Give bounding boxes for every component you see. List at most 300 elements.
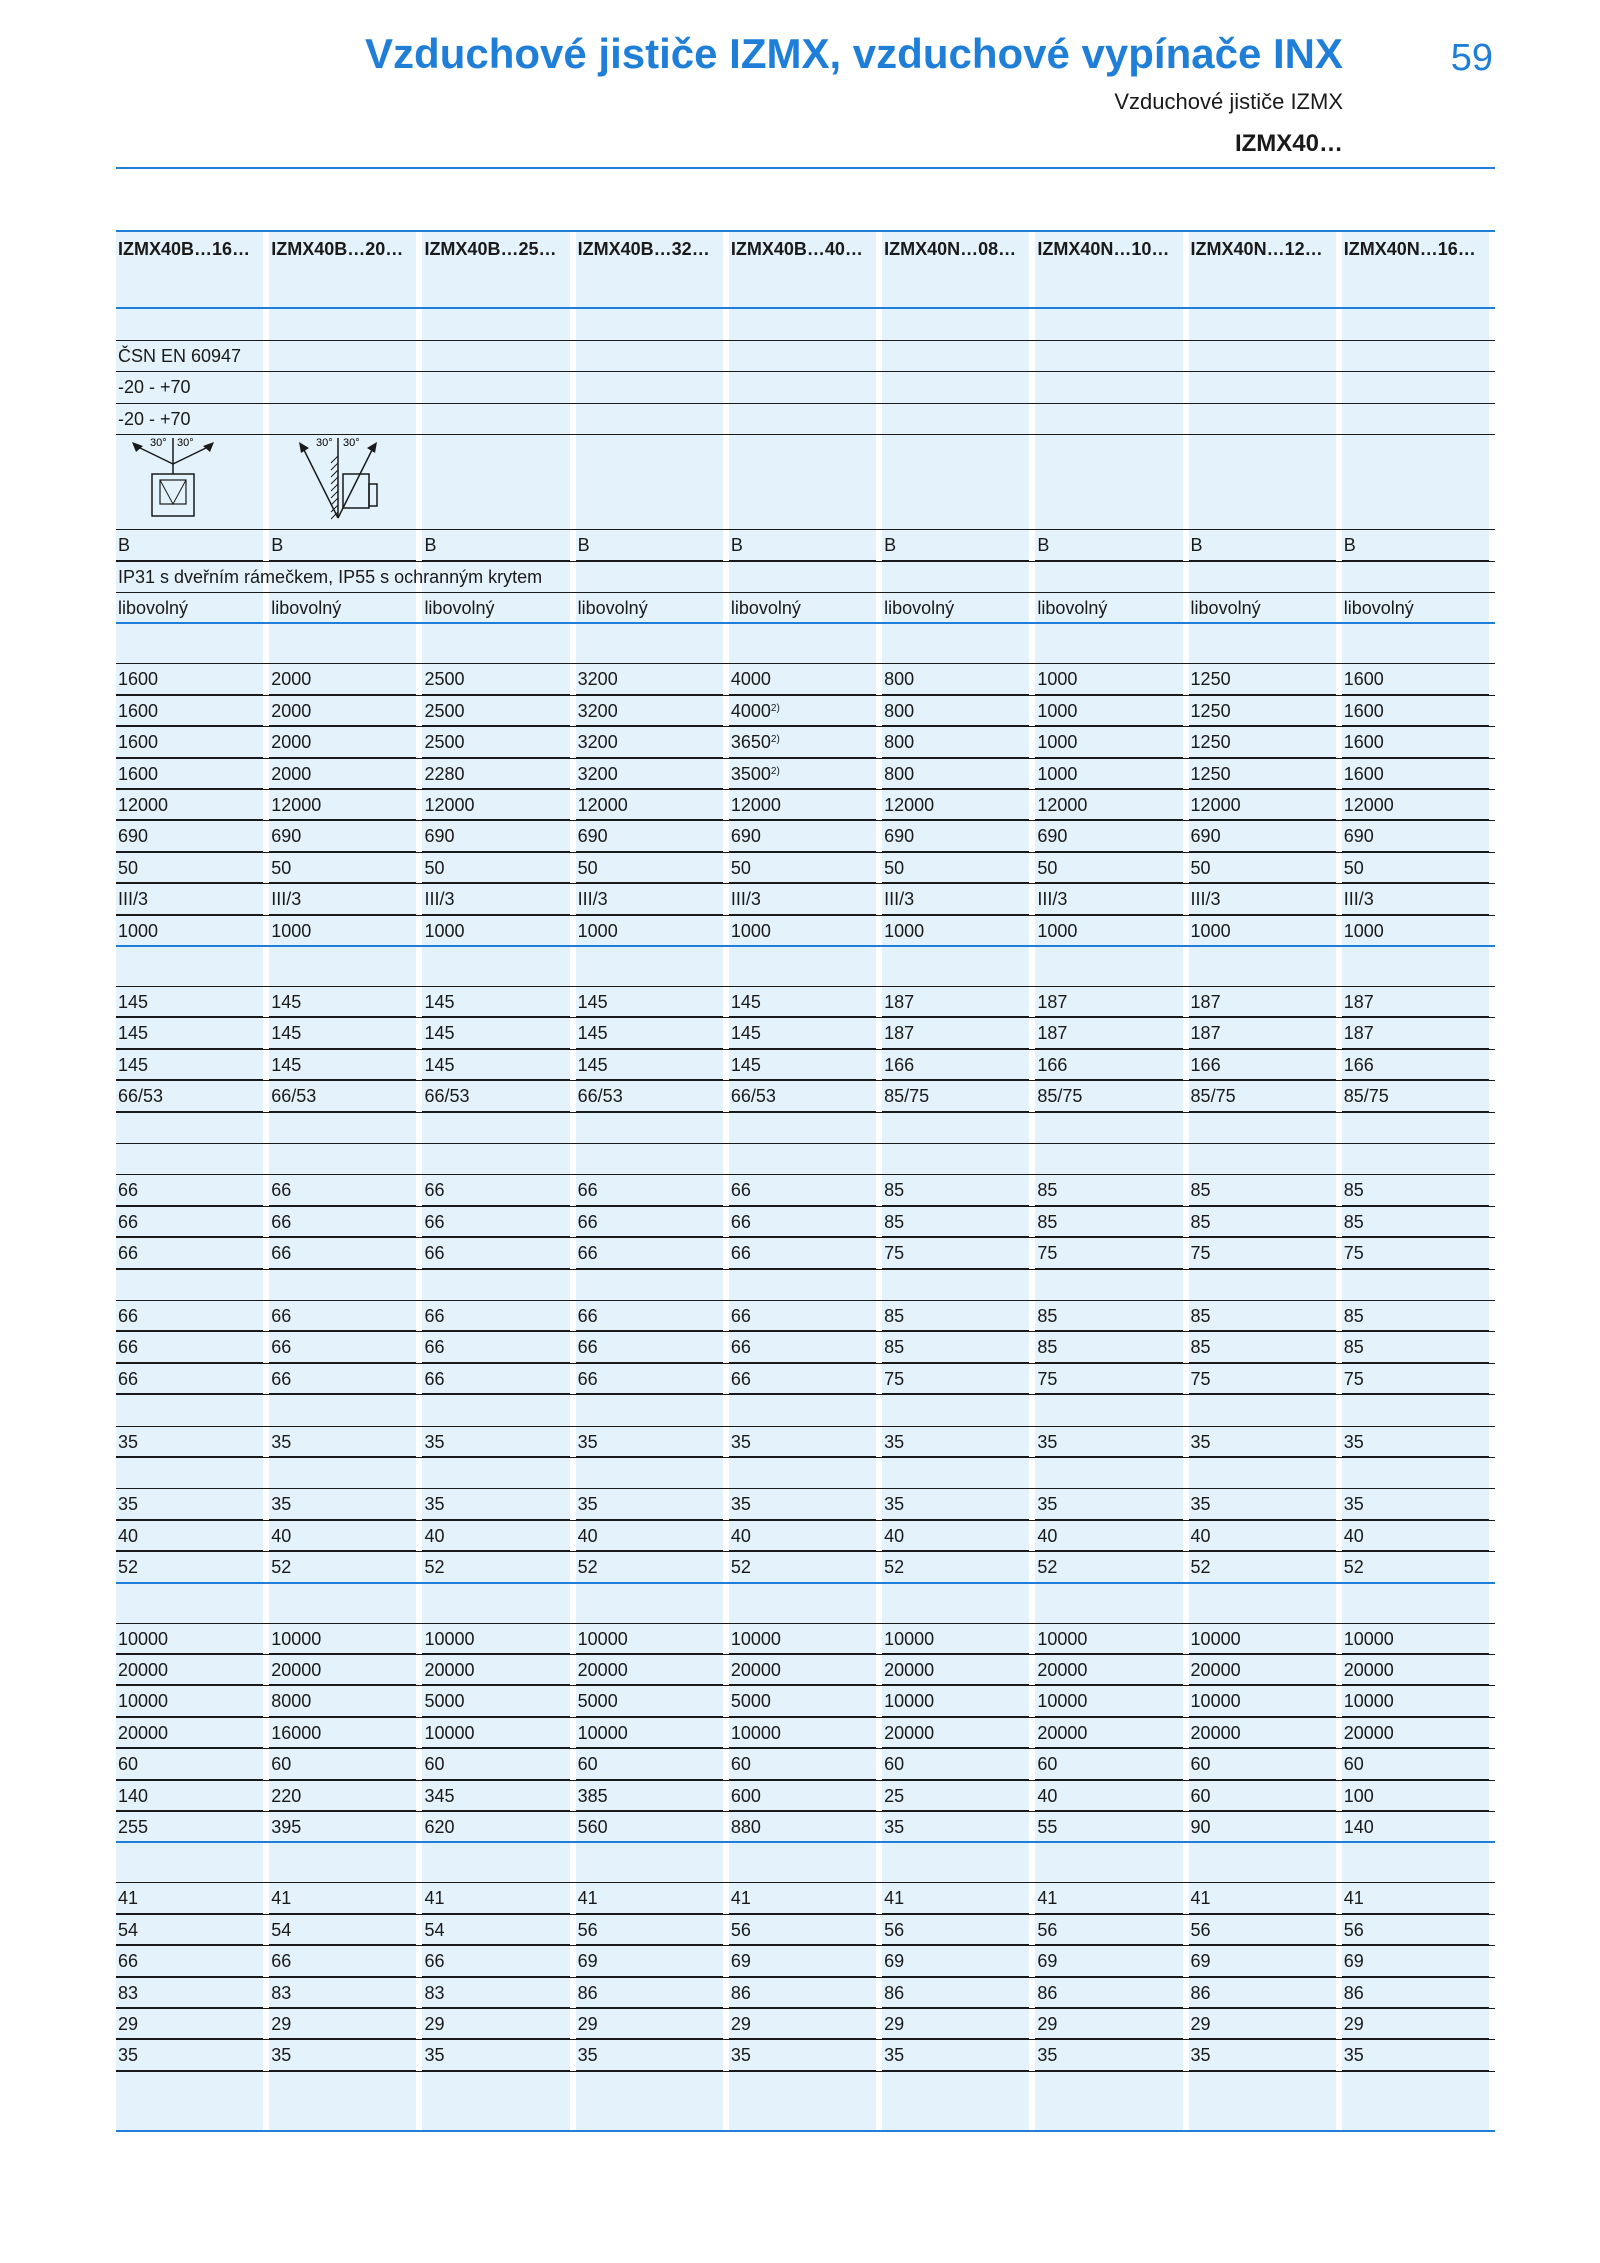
cell-value: 187 — [884, 1023, 915, 1044]
cell-value: 1000 — [1190, 920, 1231, 941]
cell-value: 50 — [271, 857, 292, 878]
cell-value: 35 — [1343, 1494, 1364, 1515]
table-rule — [116, 592, 1495, 593]
cell-value: 69 — [884, 1951, 905, 1972]
table-cell — [1191, 1085, 1236, 1107]
table-cell — [1191, 1305, 1211, 1327]
table-cell — [578, 1179, 598, 1201]
cell-value: 56 — [1343, 1919, 1364, 1940]
cell-value: 56 — [1037, 1919, 1058, 1940]
table-cell — [731, 1022, 761, 1044]
table-cell — [731, 1493, 751, 1515]
cell-value: 35 — [577, 1494, 598, 1515]
cell-value: 29 — [271, 2014, 292, 2034]
cell-value: 66 — [424, 1368, 445, 1389]
table-cell — [578, 1211, 598, 1233]
cell-value: 66 — [271, 1368, 292, 1389]
cell-value: 5000 — [577, 1691, 618, 1712]
cell-value: 2500 — [424, 669, 465, 690]
cell-value: 66 — [730, 1306, 751, 1326]
cell-value: 10000 — [884, 1691, 935, 1712]
table-rule — [116, 2039, 1495, 2040]
table-rule — [116, 663, 1495, 664]
table-rule — [116, 1143, 1495, 1144]
cell-value: 20000 — [884, 1660, 935, 1680]
cell-value: 40 — [118, 1525, 139, 1546]
cell-value: 35 — [730, 1494, 751, 1515]
table-cell — [271, 991, 301, 1013]
table-rule — [116, 1017, 1495, 1018]
cell-value: 41 — [271, 1888, 292, 1909]
cell-value: 35 — [730, 1431, 751, 1452]
cell-value: 56 — [884, 1919, 905, 1940]
table-cell — [578, 1336, 598, 1358]
table-cell — [1344, 2044, 1364, 2066]
table-cell — [1037, 1690, 1087, 1712]
cell-value: B — [730, 535, 743, 556]
table-cell — [271, 597, 341, 619]
table-cell — [424, 700, 464, 722]
table-cell — [1344, 1690, 1394, 1712]
table-cell — [731, 668, 771, 690]
cell-value: 66 — [424, 1306, 445, 1326]
cell-value: 60 — [424, 1754, 445, 1775]
table-cell — [1037, 1950, 1057, 1972]
table-cell — [884, 1211, 904, 1233]
cell-value: 187 — [1037, 992, 1068, 1012]
table-cell — [1191, 1919, 1211, 1941]
table-cell — [1344, 1368, 1364, 1390]
table-cell — [1191, 1690, 1241, 1712]
cell-value: 145 — [118, 992, 149, 1012]
cell-value: 12000 — [1190, 795, 1241, 815]
cell-value: 35 — [118, 1494, 139, 1515]
table-cell — [731, 1628, 781, 1650]
cell-value: 40 — [424, 1525, 445, 1546]
cell-value: 52 — [118, 1557, 139, 1578]
column-header: IZMX40N…12… — [1190, 239, 1323, 259]
cell-value: 66 — [577, 1337, 598, 1358]
table-rule — [116, 758, 1495, 759]
cell-value: 52 — [424, 1557, 445, 1578]
cell-value: 140 — [1343, 1817, 1374, 1837]
wall-hatch — [331, 463, 338, 470]
cell-value: 20000 — [1190, 1660, 1241, 1680]
table-cell — [118, 1085, 163, 1107]
cell-value: 35 — [271, 1494, 292, 1515]
table-cell — [1344, 1753, 1364, 1775]
table-cell — [1037, 1493, 1057, 1515]
cell-value: 90 — [1190, 1817, 1211, 1837]
table-cell — [424, 1431, 444, 1453]
table-cell — [118, 700, 158, 722]
table-cell — [1037, 1211, 1057, 1233]
cell-value: libovolný — [271, 598, 342, 618]
cell-value: 29 — [424, 2014, 445, 2034]
angle-label: 30° — [343, 437, 360, 450]
cell-value: 1600 — [118, 669, 159, 690]
table-cell — [1191, 1659, 1241, 1681]
cell-value: 75 — [1037, 1368, 1058, 1389]
table-cell — [118, 1556, 138, 1578]
cell-value: 145 — [271, 1023, 302, 1044]
table-cell — [731, 1556, 751, 1578]
cell-value: 69 — [1343, 1951, 1364, 1972]
table-cell — [1191, 1054, 1221, 1076]
table-cell — [271, 2013, 291, 2035]
table-cell — [1037, 2013, 1057, 2035]
table-cell — [578, 825, 608, 847]
table-cell — [884, 1085, 929, 1107]
table-cell — [118, 888, 148, 910]
table-cell — [731, 1211, 751, 1233]
cell-value: 29 — [118, 2014, 139, 2034]
table-cell — [884, 597, 954, 619]
cell-value: III/3 — [730, 889, 761, 910]
cell-value: 85/75 — [1037, 1086, 1083, 1107]
cell-value: 66 — [118, 1243, 139, 1264]
table-cell — [271, 1982, 291, 2004]
table-cell — [1191, 1628, 1241, 1650]
table-cell — [1191, 1431, 1211, 1453]
table-cell — [731, 2044, 751, 2066]
table-cell — [884, 1368, 904, 1390]
cell-value: 187 — [1190, 1023, 1221, 1044]
cell-value: 2000 — [271, 700, 312, 721]
cell-value: 85 — [884, 1337, 905, 1358]
table-rule — [116, 1488, 1495, 1489]
cell-value: B — [884, 535, 897, 556]
cell-value: 166 — [1190, 1054, 1221, 1075]
table-rule — [116, 986, 1495, 987]
table-cell — [424, 2044, 444, 2066]
table-cell — [731, 920, 771, 942]
table-cell — [1037, 1919, 1057, 1941]
cell-value: 395 — [271, 1817, 302, 1837]
cell-value: 35 — [1190, 1431, 1211, 1452]
cell-value: 85 — [1037, 1306, 1058, 1326]
column-header: IZMX40N…16… — [1343, 239, 1476, 259]
table-cell — [731, 1525, 751, 1547]
cell-value: 20000 — [271, 1660, 322, 1680]
table-cell — [578, 1054, 608, 1076]
cell-value: 690 — [884, 826, 915, 847]
cell-value: 66 — [118, 1180, 139, 1201]
cell-value: 40 — [577, 1525, 598, 1546]
cell-value: 66 — [424, 1180, 445, 1201]
table-cell — [884, 1022, 914, 1044]
cell-value: 66/53 — [118, 1086, 164, 1107]
cell-value: 41 — [118, 1888, 139, 1909]
table-cell — [1344, 1722, 1394, 1744]
table-rule — [116, 1977, 1495, 1978]
cell-value: 145 — [730, 1054, 761, 1075]
table-cell — [424, 1982, 444, 2004]
table-cell — [731, 1753, 751, 1775]
cell-value: 60 — [1190, 1754, 1211, 1775]
cell-value: 85 — [1343, 1306, 1364, 1326]
cell-value: 75 — [1343, 1243, 1364, 1264]
table-cell — [1191, 1785, 1211, 1807]
arrow-right-icon — [203, 442, 214, 452]
table-cell — [884, 857, 904, 879]
table-cell — [424, 2013, 444, 2035]
cell-value: 60 — [730, 1754, 751, 1775]
column-header: IZMX40B…20… — [271, 239, 404, 259]
table-cell — [884, 825, 914, 847]
table-cell — [1037, 1305, 1057, 1327]
table-cell — [1344, 763, 1384, 785]
table-cell — [1344, 1950, 1364, 1972]
cell-value: 85/75 — [884, 1086, 930, 1107]
cell-value: 66/53 — [577, 1086, 623, 1107]
table-cell — [578, 731, 618, 753]
table-cell — [578, 763, 618, 785]
table-cell — [1191, 1022, 1221, 1044]
cell-value: 166 — [1343, 1054, 1374, 1075]
column-header: IZMX40B…32… — [577, 239, 710, 259]
cell-value: 66 — [730, 1368, 751, 1389]
table-cell — [578, 1659, 628, 1681]
cell-value: 40 — [1343, 1525, 1364, 1546]
table-cell — [884, 991, 914, 1013]
table-cell — [884, 1722, 934, 1744]
table-cell — [271, 920, 311, 942]
table-cell — [271, 1690, 311, 1712]
cell-value: 66 — [730, 1180, 751, 1201]
table-cell — [731, 597, 801, 619]
table-cell — [118, 1659, 168, 1681]
table-rule — [116, 1174, 1495, 1175]
cell-value: 12000 — [1037, 795, 1088, 815]
table-cell — [731, 991, 761, 1013]
footnote-ref: 2) — [770, 765, 780, 777]
table-cell — [271, 731, 311, 753]
section-rule — [116, 1841, 1495, 1843]
cell-value: 86 — [884, 1982, 905, 2003]
table-cell — [1344, 1493, 1364, 1515]
table-cell — [271, 668, 311, 690]
cell-value: 10000 — [118, 1691, 169, 1712]
cell-value: 66 — [118, 1306, 139, 1326]
cell-value: 16000 — [271, 1722, 322, 1743]
cell-value: 255 — [118, 1817, 149, 1837]
cell-value: 29 — [1037, 2014, 1058, 2034]
cell-value: 20000 — [730, 1660, 781, 1680]
table-cell — [731, 1368, 751, 1390]
table-cell — [118, 991, 148, 1013]
cell-value: 690 — [1037, 826, 1068, 847]
cell-value: 66 — [577, 1243, 598, 1264]
mounting-position-figure — [116, 434, 416, 529]
table-cell — [118, 1982, 138, 2004]
cell-value: 25 — [884, 1785, 905, 1806]
cell-value: 800 — [884, 732, 915, 753]
cell-value: 1000 — [1037, 920, 1078, 941]
table-cell — [884, 2044, 904, 2066]
table-cell — [731, 1982, 751, 2004]
wall-hatch — [331, 484, 338, 491]
cell-value: 8000 — [271, 1691, 312, 1712]
cell-value: III/3 — [1037, 889, 1068, 910]
table-rule — [116, 1112, 1495, 1113]
wall-hatch — [331, 477, 338, 484]
table-cell — [118, 1022, 148, 1044]
table-cell — [731, 857, 751, 879]
table-cell — [1191, 731, 1231, 753]
table-cell — [1037, 825, 1067, 847]
cell-value: 66 — [118, 1211, 139, 1232]
cell-value: 35 — [1037, 1431, 1058, 1452]
cell-value: 35 — [118, 2045, 139, 2066]
table-cell — [118, 1816, 148, 1838]
table-cell — [1191, 825, 1221, 847]
cell-value: 690 — [118, 826, 149, 847]
cell-value: 86 — [577, 1982, 598, 2003]
cell-value: 145 — [424, 1054, 455, 1075]
table-cell — [1037, 1336, 1057, 1358]
cell-value: 35 — [884, 2045, 905, 2066]
cell-value: 35 — [577, 2045, 598, 2066]
table-cell — [424, 1816, 454, 1838]
table-cell — [271, 1722, 321, 1744]
cell-value: 3200 — [577, 669, 618, 690]
table-cell — [424, 597, 494, 619]
cell-value: 52 — [271, 1557, 292, 1578]
table-rule — [116, 403, 1495, 404]
table-rule — [116, 340, 1495, 341]
table-cell — [1191, 1179, 1211, 1201]
cell-value: 86 — [730, 1982, 751, 2003]
table-cell — [731, 1179, 751, 1201]
cell-value: 83 — [271, 1982, 292, 2003]
cell-value: 50 — [1190, 857, 1211, 878]
table-cell — [271, 1659, 321, 1681]
cell-value: 66 — [424, 1211, 445, 1232]
cell-value: 10000 — [1037, 1628, 1088, 1649]
table-cell — [884, 1950, 904, 1972]
cell-value: 1250 — [1190, 700, 1231, 721]
table-cell — [118, 1722, 168, 1744]
table-rule — [116, 789, 1495, 790]
table-rule — [116, 883, 1495, 884]
column-header: IZMX40N…10… — [1037, 239, 1170, 259]
cell-value: 145 — [118, 1023, 149, 1044]
cell-value: B — [424, 535, 437, 556]
table-cell — [1191, 1816, 1211, 1838]
table-cell — [884, 920, 924, 942]
cell-value: 10000 — [1190, 1691, 1241, 1712]
table-cell — [731, 700, 780, 722]
cell-value: 60 — [1037, 1754, 1058, 1775]
cell-value: III/3 — [424, 889, 455, 910]
table-cell — [1037, 888, 1067, 910]
cell-value: 52 — [1343, 1557, 1364, 1578]
table-cell — [578, 1919, 598, 1941]
cell-value: 10000 — [730, 1628, 781, 1649]
table-cell — [578, 1628, 628, 1650]
table-cell — [1344, 1919, 1364, 1941]
cell-value: 66 — [577, 1306, 598, 1326]
cell-value: III/3 — [884, 889, 915, 910]
table-cell — [1191, 920, 1231, 942]
table-cell — [1344, 991, 1374, 1013]
section-rule — [116, 622, 1495, 624]
angle-label: 30° — [316, 437, 333, 450]
table-cell — [731, 1431, 751, 1453]
cell-value: libovolný — [884, 598, 955, 618]
table-cell — [884, 1305, 904, 1327]
cell-value: III/3 — [577, 889, 608, 910]
cell-value: 29 — [730, 2014, 751, 2034]
cell-value: 50 — [884, 857, 905, 878]
table-cell — [578, 1816, 608, 1838]
table-cell — [1344, 825, 1374, 847]
cell-value: 29 — [884, 2014, 905, 2034]
cell-value: 66 — [118, 1368, 139, 1389]
table-cell — [884, 763, 914, 785]
cell-value: 75 — [884, 1368, 905, 1389]
table-cell — [1191, 1982, 1211, 2004]
cell-value: 145 — [577, 992, 608, 1012]
table-cell — [884, 534, 896, 556]
table-cell — [118, 1753, 138, 1775]
table-cell — [271, 1336, 291, 1358]
cell-value: 85 — [1190, 1306, 1211, 1326]
cell-value: 41 — [577, 1888, 598, 1909]
table-cell — [1344, 1022, 1374, 1044]
table-cell — [1344, 731, 1384, 753]
cell-value: 66 — [577, 1180, 598, 1201]
table-cell — [1037, 991, 1067, 1013]
table-cell — [1191, 2044, 1211, 2066]
cell-value: 145 — [271, 992, 302, 1012]
cell-value: 29 — [577, 2014, 598, 2034]
cell-value: 85 — [1190, 1337, 1211, 1358]
table-cell — [1037, 668, 1077, 690]
cell-value: 2000 — [271, 669, 312, 690]
cell-value: 10000 — [1343, 1691, 1394, 1712]
table-cell — [1191, 597, 1261, 619]
cell-value: 35 — [271, 2045, 292, 2066]
cell-value: 2000 — [271, 763, 312, 784]
table-cell — [118, 794, 168, 816]
cell-value: 10000 — [1190, 1628, 1241, 1649]
cell-value: 35 — [730, 2045, 751, 2066]
cell-value: 800 — [884, 763, 915, 784]
cell-value: 4000 — [730, 669, 771, 690]
cell-value: 187 — [1190, 992, 1221, 1012]
cell-value: 54 — [118, 1919, 139, 1940]
table-cell — [424, 668, 464, 690]
cell-value: 50 — [118, 857, 139, 878]
cell-value: 85 — [1037, 1211, 1058, 1232]
cell-value: 100 — [1343, 1785, 1374, 1806]
table-cell — [424, 888, 454, 910]
cell-value: 66 — [730, 1337, 751, 1358]
cell-value: 12000 — [1343, 795, 1394, 815]
table-cell — [118, 2044, 138, 2066]
cell-value: 35 — [884, 1431, 905, 1452]
table-cell — [271, 1305, 291, 1327]
table-cell — [118, 1054, 148, 1076]
table-cell — [731, 1690, 771, 1712]
cell-value: 35 — [271, 1431, 292, 1452]
cell-value: 12000 — [271, 795, 322, 815]
angle-label: 30° — [150, 437, 167, 450]
table-rule — [116, 1331, 1495, 1332]
table-cell — [424, 1085, 469, 1107]
